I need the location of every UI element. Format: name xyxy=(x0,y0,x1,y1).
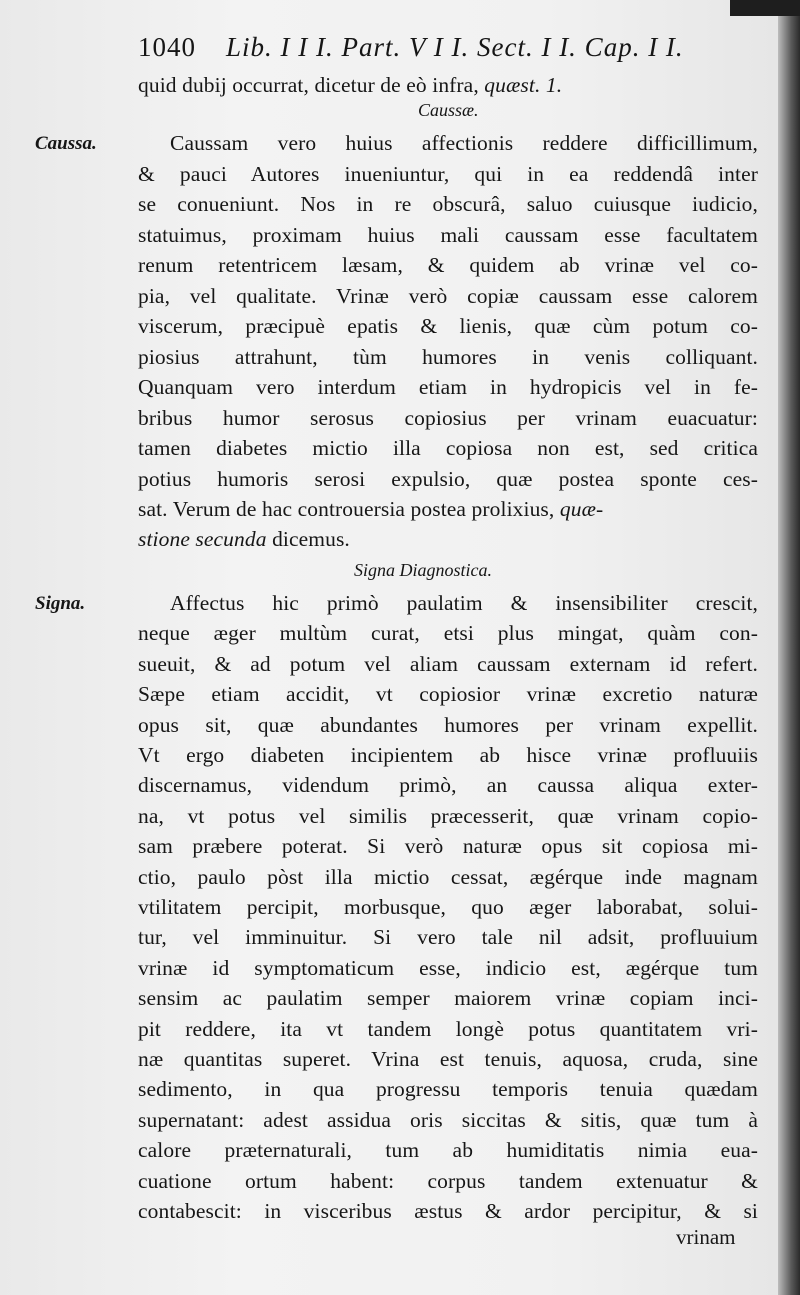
page-number: 1040 xyxy=(138,32,196,62)
text-line: Sæpe etiam accidit, vt copiosior vrinæ excretio naturæ xyxy=(138,682,758,707)
text-line: pia, vel qualitate. Vrinæ verò copiæ caussam esse calorem xyxy=(138,283,758,308)
text-line: piosius attrahunt, tùm humores in venis colliquant. xyxy=(138,344,758,369)
cross-reference: quæst. 1. xyxy=(484,73,563,97)
page-corner-shadow xyxy=(730,0,800,16)
text-line: cuatione ortum habent: corpus tandem extenuatur & xyxy=(138,1168,758,1193)
subheading-caussae: Caussæ. xyxy=(418,100,479,120)
text-line: sam præbere poterat. Si verò naturæ opus sit copiosa mi- xyxy=(138,834,758,859)
subheading-signa: Signa Diagnostica. xyxy=(354,560,492,580)
text-line: ctio, paulo pòst illa mictio cessat, ægérque inde magnam xyxy=(138,864,758,889)
text-line: vrinæ id symptomaticum esse, indicio est, ægérque tum xyxy=(138,955,758,980)
text-line: calore præternaturali, tum ab humiditatis nimia eua- xyxy=(138,1138,758,1163)
cross-reference: stione secunda xyxy=(138,527,267,551)
text-line: viscerum, præcipuè epatis & lienis, quæ cùm potum co- xyxy=(138,314,758,338)
running-header xyxy=(138,32,728,63)
text-line: sat. Verum de hac controuersia postea prolixius, quæ- xyxy=(138,497,604,521)
text-line: supernatant: adest assidua oris siccitas & sitis, quæ tum à xyxy=(138,1107,758,1132)
text-line: opus sit, quæ abundantes humores per vrinam expellit. xyxy=(138,712,758,737)
text-line: pit reddere, ita vt tandem longè potus quantitatem vri- xyxy=(138,1016,758,1041)
section-reference: Lib. I I I. Part. V I I. Sect. I I. Cap. I I. xyxy=(226,32,684,62)
text-line: renum retentricem læsam, & quidem ab vrinæ vel co- xyxy=(138,253,758,277)
page-edge-shadow xyxy=(778,0,800,1295)
text-line: discernamus, videndum primò, an caussa aliqua exter- xyxy=(138,773,758,798)
text-line: neque æger multùm curat, etsi plus mingat, quàm con- xyxy=(138,621,758,646)
text-line: sedimento, in qua progressu temporis tenuia quædam xyxy=(138,1077,758,1102)
text-line: & pauci Autores inueniuntur, qui in ea reddendâ inter xyxy=(138,161,758,186)
catchword: vrinam xyxy=(676,1225,736,1249)
text-line: quid dubij occurrat, dicetur de eò infra, quæst. 1. xyxy=(138,73,563,97)
text-line: Caussam vero huius affectionis reddere difficillimum, xyxy=(170,131,758,155)
margin-note-caussa: Caussa. xyxy=(35,133,97,154)
text-line: tur, vel imminuitur. Si vero tale nil adsit, profluuium xyxy=(138,925,758,950)
text-line: sensim ac paulatim semper maiorem vrinæ copiam inci- xyxy=(138,986,758,1011)
text-line: sueuit, & ad potum vel aliam caussam externam id refert. xyxy=(138,651,758,676)
margin-note-signa: Signa. xyxy=(35,593,86,614)
text-line: statuimus, proximam huius mali caussam esse facultatem xyxy=(138,222,758,247)
text-line: Affectus hic primò paulatim & insensibiliter crescit, xyxy=(170,591,758,615)
text-line: potius humoris serosi expulsio, quæ postea sponte ces- xyxy=(138,466,758,491)
text-line: Vt ergo diabeten incipientem ab hisce vrinæ profluuiis xyxy=(138,743,758,767)
text-line: bribus humor serosus copiosius per vrinam euacuatur: xyxy=(138,405,758,430)
text-line: Quanquam vero interdum etiam in hydropicis vel in fe- xyxy=(138,375,758,399)
text-line: tamen diabetes mictio illa copiosa non est, sed critica xyxy=(138,436,758,460)
text-line: contabescit: in visceribus æstus & ardor percipitur, & si xyxy=(138,1199,758,1223)
text-line: na, vt potus vel similis præcesserit, quæ vrinam copio- xyxy=(138,803,758,828)
text-line: se conueniunt. Nos in re obscurâ, saluo cuiusque iudicio, xyxy=(138,192,758,216)
text-line: vtilitatem percipit, morbusque, quo æger laborabat, solui- xyxy=(138,895,758,919)
text-line: stione secunda dicemus. xyxy=(138,527,350,551)
text-line: næ quantitas superet. Vrina est tenuis, aquosa, cruda, sine xyxy=(138,1047,758,1071)
cross-reference: quæ- xyxy=(559,497,604,521)
